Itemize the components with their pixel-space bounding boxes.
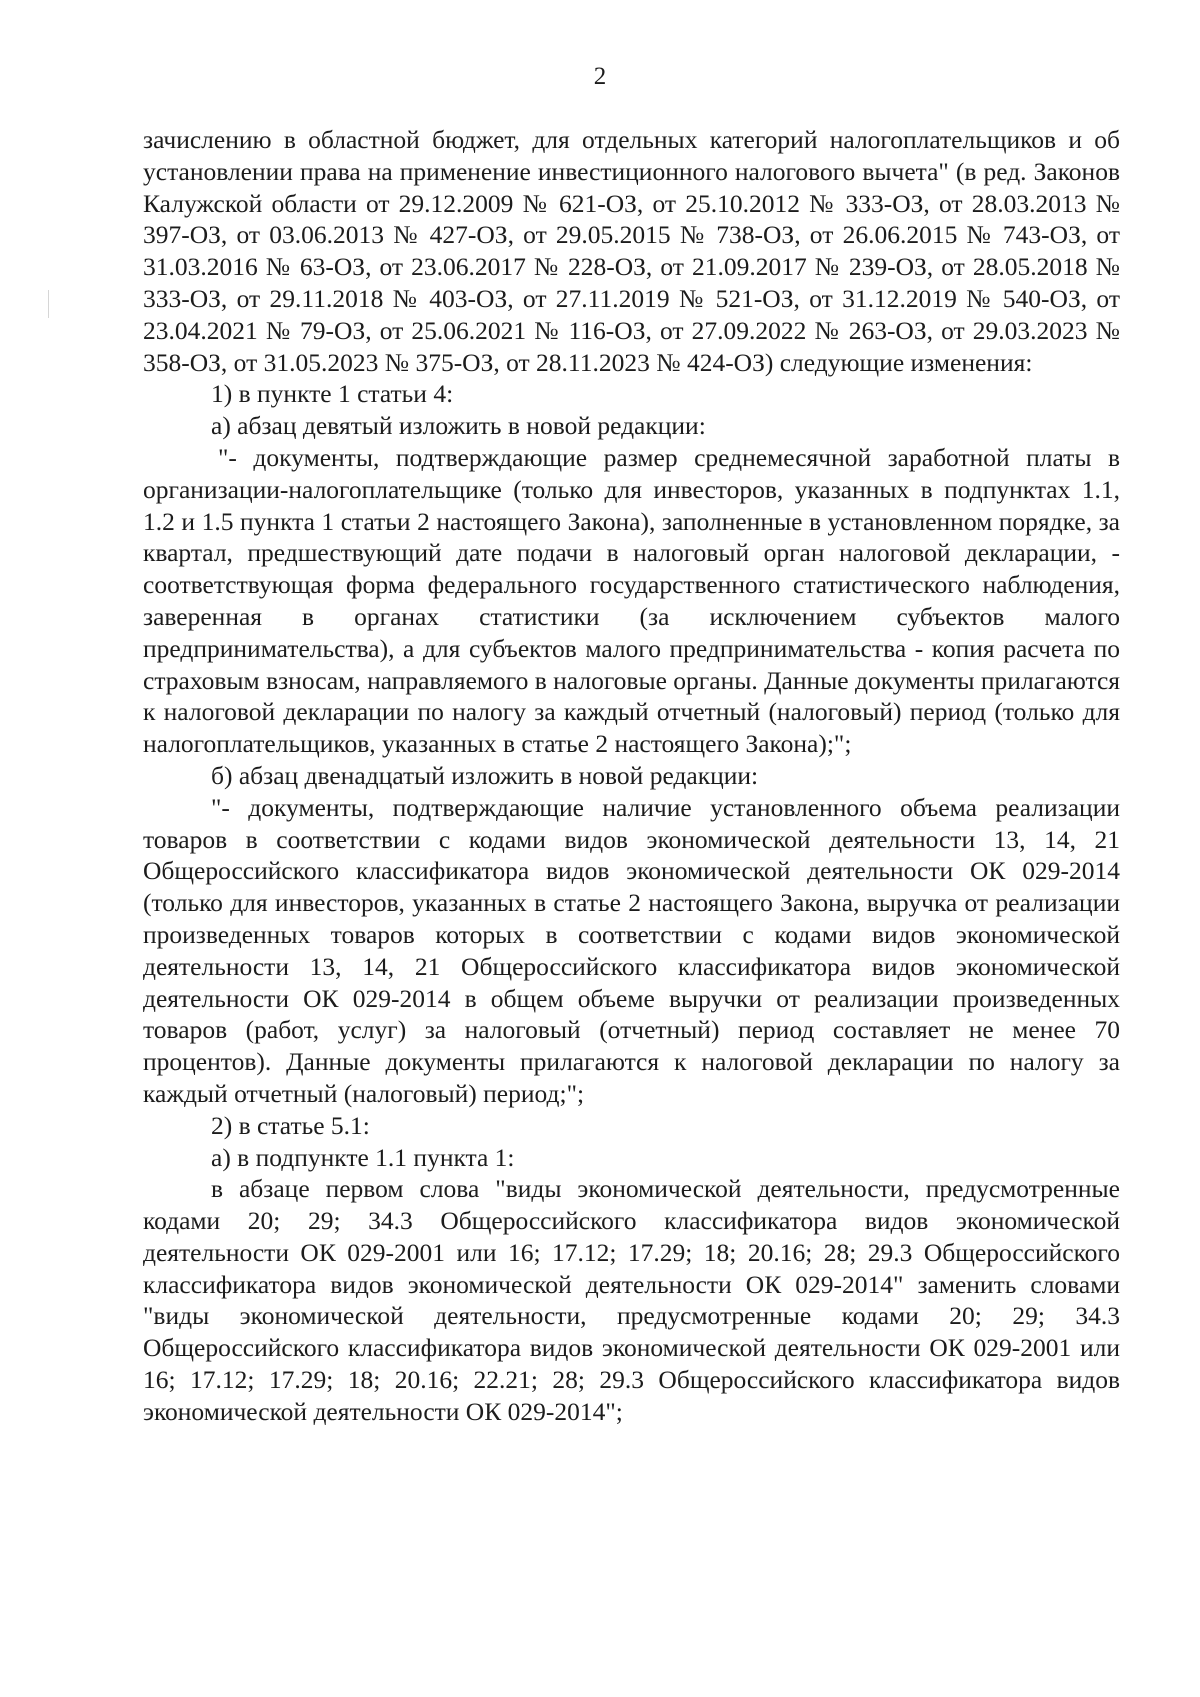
scan-artifact (48, 290, 49, 318)
paragraph-item-1: 1) в пункте 1 статьи 4: (211, 379, 454, 409)
paragraph-quote-twelfth: "- документы, подтверждающие наличие установленного объема реализации товаров в соответствии с кодами видов экономической деятельности 13, 14, 21 Общероссийского классификатора видов экономической деятельности ОК 029-2014 (только для инвесторов, указанных в статье 2 настоящего Закона, выручка от реализации произведенных товаров которых в соответствии с кодами видов экономической деятельности 13, 14, 21 Общероссийского классификатора видов экономической деятельности ОК 029-2014 в общем объеме выручки от реализации произведенных товаров (работ, услуг) за налоговый (отчетный) период составляет не менее 70 процентов). Данные документы прилагаются к налоговой декларации по налогу за каждый отчетный (налоговый) период;"; (143, 792, 1120, 1108)
paragraph-subitem-b: б) абзац двенадцатый изложить в новой редакции: (211, 760, 759, 790)
page-number: 2 (593, 63, 607, 90)
paragraph-continuation: зачислению в областной бюджет, для отдельных категорий налогоплательщиков и об установлении права на применение инвестиционного налогового вычета" (в ред. Законов Калужской области от 29.12.2009 № 621-ОЗ, от 25.10.2012 № 333-ОЗ, от 28.03.2013 № 397-ОЗ, от 03.06.2013 № 427-ОЗ, от 29.05.2015 № 738-ОЗ, от 26.06.2015 № 743-ОЗ, от 31.03.2016 № 63-ОЗ, от 23.06.2017 № 228-ОЗ, от 21.09.2017 № 239-ОЗ, от 28.05.2018 № 333-ОЗ, от 29.11.2018 № 403-ОЗ, от 27.11.2019 № 521-ОЗ, от 31.12.2019 № 540-ОЗ, от 23.04.2021 № 79-ОЗ, от 25.06.2021 № 116-ОЗ, от 27.09.2022 № 263-ОЗ, от 29.03.2023 № 358-ОЗ, от 31.05.2023 № 375-ОЗ, от 28.11.2023 № 424-ОЗ) следующие изменения: (143, 125, 1120, 377)
paragraph-replacement: в абзаце первом слова "виды экономической деятельности, предусмотренные кодами 20; 29; 34.3 Общероссийского классификатора видов экономической деятельности ОК 029-2001 или 16; 17.12; 17.29; 18; 20.16; 28; 29.3 Общероссийского классификатора видов экономической деятельности ОК 029-2014" заменить словами "виды экономической деятельности, предусмотренные кодами 20; 29; 34.3 Общероссийского классификатора видов экономической деятельности ОК 029-2001 или 16; 17.12; 17.29; 18; 20.16; 22.21; 28; 29.3 Общероссийского классификатора видов экономической деятельности ОК 029-2014"; (143, 1174, 1120, 1426)
paragraph-subitem-a: а) абзац девятый изложить в новой редакции: (211, 411, 706, 441)
paragraph-subitem-a-2: а) в подпункте 1.1 пункта 1: (211, 1142, 515, 1172)
document-body (143, 124, 1120, 1428)
paragraph-item-2: 2) в статье 5.1: (211, 1110, 370, 1140)
paragraph-quote-ninth: "- документы, подтверждающие размер среднемесячной заработной платы в организации-налогоплательщике (только для инвесторов, указанных в подпунктах 1.1, 1.2 и 1.5 пункта 1 статьи 2 настоящего Закона), заполненные в установленном порядке, за квартал, предшествующий дате подачи в налоговый орган налоговой декларации, - соответствующая форма федерального государственного статистического наблюдения, заверенная в органах статистики (за исключением субъектов малого предпринимательства), а для субъектов малого предпринимательства - копия расчета по страховым взносам, направляемого в налоговые органы. Данные документы прилагаются к налоговой декларации по налогу за каждый отчетный (налоговый) период (только для налогоплательщиков, указанных в статье 2 настоящего Закона);"; (143, 442, 1120, 759)
